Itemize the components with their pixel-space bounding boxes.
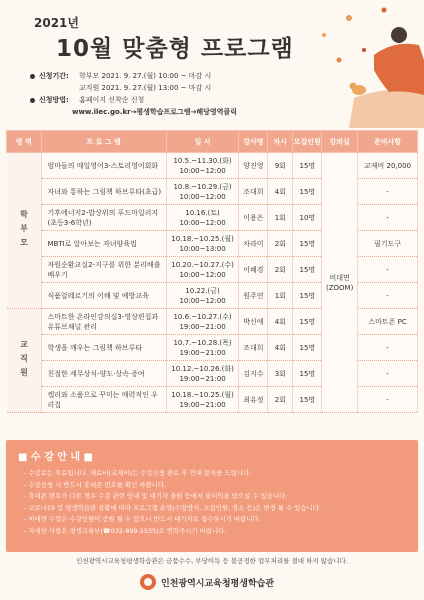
group-label: 교직원	[7, 309, 42, 413]
session-count: 2회	[268, 257, 293, 283]
page-title: 10월 맞춤형 프로그램	[56, 36, 294, 62]
apply-url[interactable]: www.ilec.go.kr→평생학습프로그램→해당영역클릭	[72, 108, 237, 116]
capacity: 15명	[293, 387, 322, 413]
org-logo	[140, 574, 274, 590]
teacher-name: 원주연	[239, 283, 268, 309]
teacher-name: 양진영	[239, 153, 268, 179]
program-name: 친절한 세무상식-양도·상속·증여	[41, 361, 166, 387]
program-datetime	[166, 335, 239, 361]
program-date: 10.5.~11.30.(화)	[173, 156, 232, 165]
program-datetime	[166, 179, 239, 205]
group-label: 학부모	[7, 153, 42, 309]
notice-item: - 자세한 사항은 평생교육부(☎032-899-1535)로 연락주시기 바랍니다.	[24, 526, 321, 538]
program-time: 19:00~21:00	[179, 322, 226, 331]
program-date: 10.18.~10.25.(월)	[171, 390, 234, 399]
program-time: 10:00~12:00	[179, 192, 226, 201]
room-cell: 비대면(ZOOM)	[322, 153, 358, 413]
session-count: 4회	[268, 335, 293, 361]
col-area: 영 역	[7, 131, 42, 153]
program-name: 자녀와 통하는 그림책 하브루타(초급)	[41, 179, 166, 205]
prep-items: -	[358, 205, 418, 231]
teacher-name: 차라미	[239, 231, 268, 257]
program-name: 캘리와 소품으로 꾸미는 매력적인 우리집	[41, 387, 166, 413]
program-time: 10:00~13:00	[179, 244, 226, 253]
header	[0, 0, 424, 128]
program-datetime	[166, 231, 239, 257]
autumn-illustration	[254, 0, 424, 128]
bullet-icon	[30, 98, 35, 103]
apply-period-label: 신청기간:	[39, 72, 69, 80]
program-name: 엄마들의 매일영어3-스토리영어회화	[41, 153, 166, 179]
apply-method-label: 신청방법:	[39, 96, 69, 104]
teacher-name: 이혜경	[239, 257, 268, 283]
program-datetime	[166, 283, 239, 309]
prep-items: 스마트폰 PC	[358, 309, 418, 335]
program-time: 19:00~21:00	[179, 348, 226, 357]
capacity: 15명	[293, 283, 322, 309]
org-name: 인천광역시교육청평생학습관	[161, 578, 275, 589]
teacher-name: 박신애	[239, 309, 268, 335]
program-date: 10.7.~10.28.(목)	[173, 338, 232, 347]
program-date: 10.16.(토)	[185, 208, 220, 217]
program-name: 자원순환교실2-지구를 위한 분리배출 배우기	[41, 257, 166, 283]
col-prep: 준비사항	[358, 131, 418, 153]
prep-items: -	[358, 387, 418, 413]
program-time: 19:00~21:00	[179, 374, 226, 383]
bullet-icon	[30, 74, 35, 79]
notice-item: - 수강신청 시 반드시 휴대폰 번호를 확인 바랍니다.	[24, 480, 321, 492]
session-count: 3회	[268, 361, 293, 387]
notice-item: - 비대면 수업은 수강인원이 증원 될 수 있으니 반드시 대기자로 접수하시기 바랍니다.	[24, 514, 321, 526]
program-datetime	[166, 387, 239, 413]
apply-method: 홈페이지 선착순 신청	[79, 96, 145, 104]
table-header-row	[7, 131, 418, 153]
program-table	[6, 130, 418, 413]
program-time: 19:00~21:00	[179, 400, 226, 409]
session-count: 9회	[268, 153, 293, 179]
capacity: 10명	[293, 205, 322, 231]
prep-items: -	[358, 283, 418, 309]
capacity: 15명	[293, 361, 322, 387]
capacity: 15명	[293, 231, 322, 257]
teacher-name: 조대희	[239, 335, 268, 361]
capacity: 15명	[293, 153, 322, 179]
program-name: 학생을 깨우는 그림책 하브루타	[41, 335, 166, 361]
program-datetime	[166, 361, 239, 387]
teacher-name: 김지수	[239, 361, 268, 387]
program-name: MBTI로 알아보는 자녀양육법	[41, 231, 166, 257]
program-time: 10:00~12:00	[179, 218, 226, 227]
year-label: 2021년	[34, 16, 79, 30]
col-datetime: 일 시	[166, 131, 239, 153]
session-count: 4회	[268, 309, 293, 335]
program-name: 스마트한 온라인강의실3-영상편집과 유튜브채널 관리	[41, 309, 166, 335]
apply-info	[30, 70, 237, 118]
session-count: 1회	[268, 205, 293, 231]
program-date: 10.20.~10.27.(수)	[171, 260, 234, 269]
program-datetime	[166, 205, 239, 231]
notice-list	[24, 468, 321, 537]
notice-item: - 코로나19 및 평생학습관 상황에 따라 프로그램 운영(수업방식, 모집인원, 장소 등)은 변경 될 수 있습니다.	[24, 503, 321, 515]
program-date: 10.22.(금)	[185, 286, 220, 295]
program-time: 10:00~12:00	[179, 296, 226, 305]
org-emblem-icon	[140, 574, 156, 590]
program-datetime	[166, 257, 239, 283]
apply-staff: 교직원 2021. 9. 27.(월) 13:00 ~ 마감 시	[79, 84, 212, 92]
program-datetime	[166, 309, 239, 335]
notice-item: - 휴대폰 번호가 다른 경우 수강 관련 안내 및 대기자 충원 등에서 불이익을 받으실 수 있습니다.	[24, 491, 321, 503]
col-program: 프 로 그 램	[41, 131, 166, 153]
capacity: 15명	[293, 257, 322, 283]
session-count: 2회	[268, 387, 293, 413]
capacity: 15명	[293, 335, 322, 361]
teacher-name: 조대희	[239, 179, 268, 205]
capacity: 15명	[293, 179, 322, 205]
program-date: 10.6.~10.27.(수)	[173, 312, 232, 321]
session-count: 2회	[268, 231, 293, 257]
program-date: 10.12.~10.26.(화)	[171, 364, 234, 373]
prep-items: 교재비 20,000	[358, 153, 418, 179]
program-time: 10:00~12:00	[179, 166, 226, 175]
program-time: 10:00~12:00	[179, 270, 226, 279]
notice-box	[6, 440, 418, 552]
footer-text: 인천광역시교육청평생학습관은 금품수수, 부당이득 등 불공정한 업무처리를 절대 하지 않습니다.	[76, 557, 348, 565]
program-datetime	[166, 153, 239, 179]
prep-items: -	[358, 335, 418, 361]
program-date: 10.18.~10.25.(월)	[171, 234, 234, 243]
program-name: 기후에너지2-밥상위의 푸드마일리지(초등3-6학년)	[41, 205, 166, 231]
prep-items: 필기도구	[358, 231, 418, 257]
notice-item: - 수강료는 무료입니다. 재료비(교재비)는 수강신청 완료 후 안내 문자를 드립니다.	[24, 468, 321, 480]
session-count: 4회	[268, 179, 293, 205]
table-row	[7, 153, 418, 179]
prep-items: -	[358, 257, 418, 283]
teacher-name: 이용은	[239, 205, 268, 231]
capacity: 15명	[293, 309, 322, 335]
notice-title: ■ 수 강 안 내 ■	[18, 452, 93, 463]
col-room: 강의실	[322, 131, 358, 153]
prep-items: -	[358, 179, 418, 205]
col-capacity: 모집인원	[293, 131, 322, 153]
program-date: 10.8.~10.29.(금)	[173, 182, 232, 191]
program-name: 식품알레르기의 이해 및 예방교육	[41, 283, 166, 309]
session-count: 1회	[268, 283, 293, 309]
prep-items: -	[358, 361, 418, 387]
col-sessions: 차시	[268, 131, 293, 153]
apply-parents: 학부모 2021. 9. 27.(월) 10:00 ~ 마감 시	[79, 72, 212, 80]
col-teacher: 강사명	[239, 131, 268, 153]
teacher-name: 최유정	[239, 387, 268, 413]
